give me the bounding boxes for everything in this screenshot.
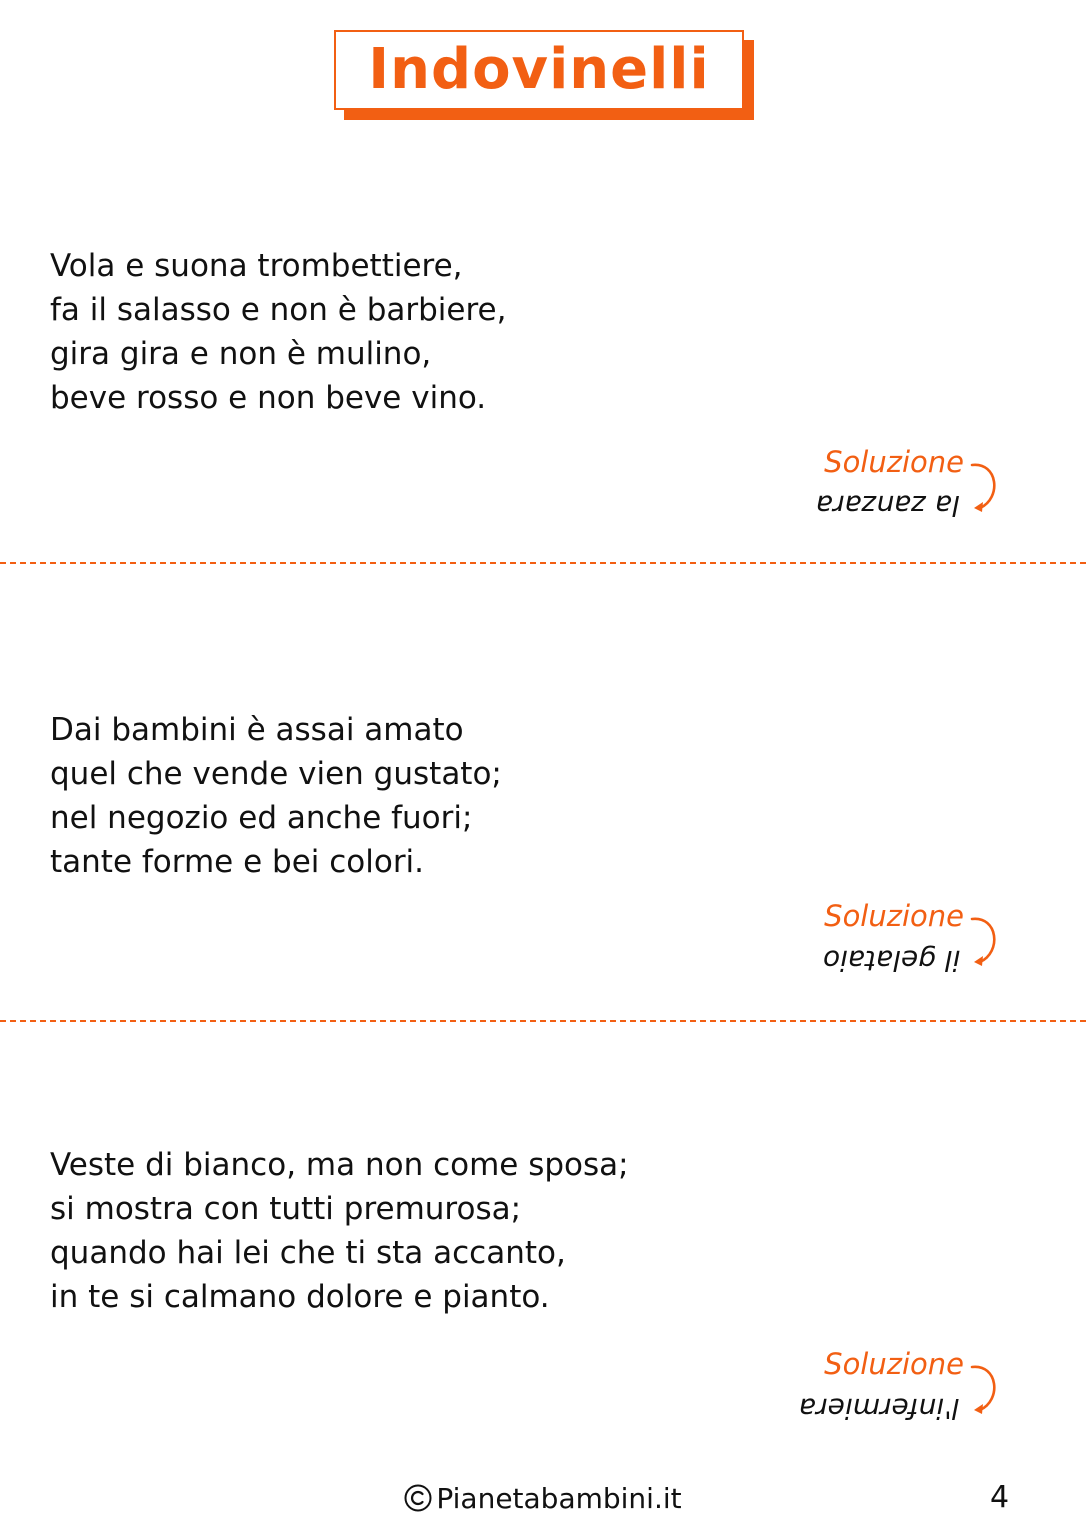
riddle-line: Dai bambini è assai amato [50,712,464,748]
riddle-line: tante forme e bei colori. [50,844,425,880]
riddle-line: gira gira e non è mulino, [50,336,432,372]
dashed-divider [0,562,1086,564]
page-number: 4 [990,1480,1010,1515]
title-box [334,30,744,110]
site-name: Pianetabambini.it [436,1482,682,1515]
riddle-line: quel che vende vien gustato; [50,756,502,792]
title-banner [334,30,754,122]
riddle-1-text [50,244,506,420]
riddle-3-text [50,1143,629,1319]
curved-arrow-icon [968,458,1004,516]
riddle-line: fa il salasso e non è barbiere, [50,292,507,328]
answer-2-upside-down: il gelataio [822,944,960,977]
solution-label-2: Soluzione [824,899,964,933]
riddle-line: quando hai lei che ti sta accanto, [50,1235,566,1271]
copyright-icon [404,1484,432,1512]
riddle-line: Veste di bianco, ma non come sposa; [50,1147,629,1183]
solution-label-3: Soluzione [824,1347,964,1381]
answer-3-upside-down: l'infermiera [799,1392,960,1425]
answer-1-upside-down: la zanzara [816,489,960,522]
curved-arrow-icon [968,1360,1004,1418]
riddle-line: Vola e suona trombettiere, [50,248,463,284]
footer-credit [0,1481,1086,1517]
riddle-line: nel negozio ed anche fuori; [50,800,473,836]
riddle-line: si mostra con tutti premurosa; [50,1191,522,1227]
page-title: Indovinelli [368,37,710,102]
riddle-line: in te si calmano dolore e pianto. [50,1279,550,1315]
riddle-line: beve rosso e non beve vino. [50,380,487,416]
solution-label-1: Soluzione [824,445,964,479]
dashed-divider [0,1020,1086,1022]
curved-arrow-icon [968,912,1004,970]
riddle-2-text [50,708,502,884]
